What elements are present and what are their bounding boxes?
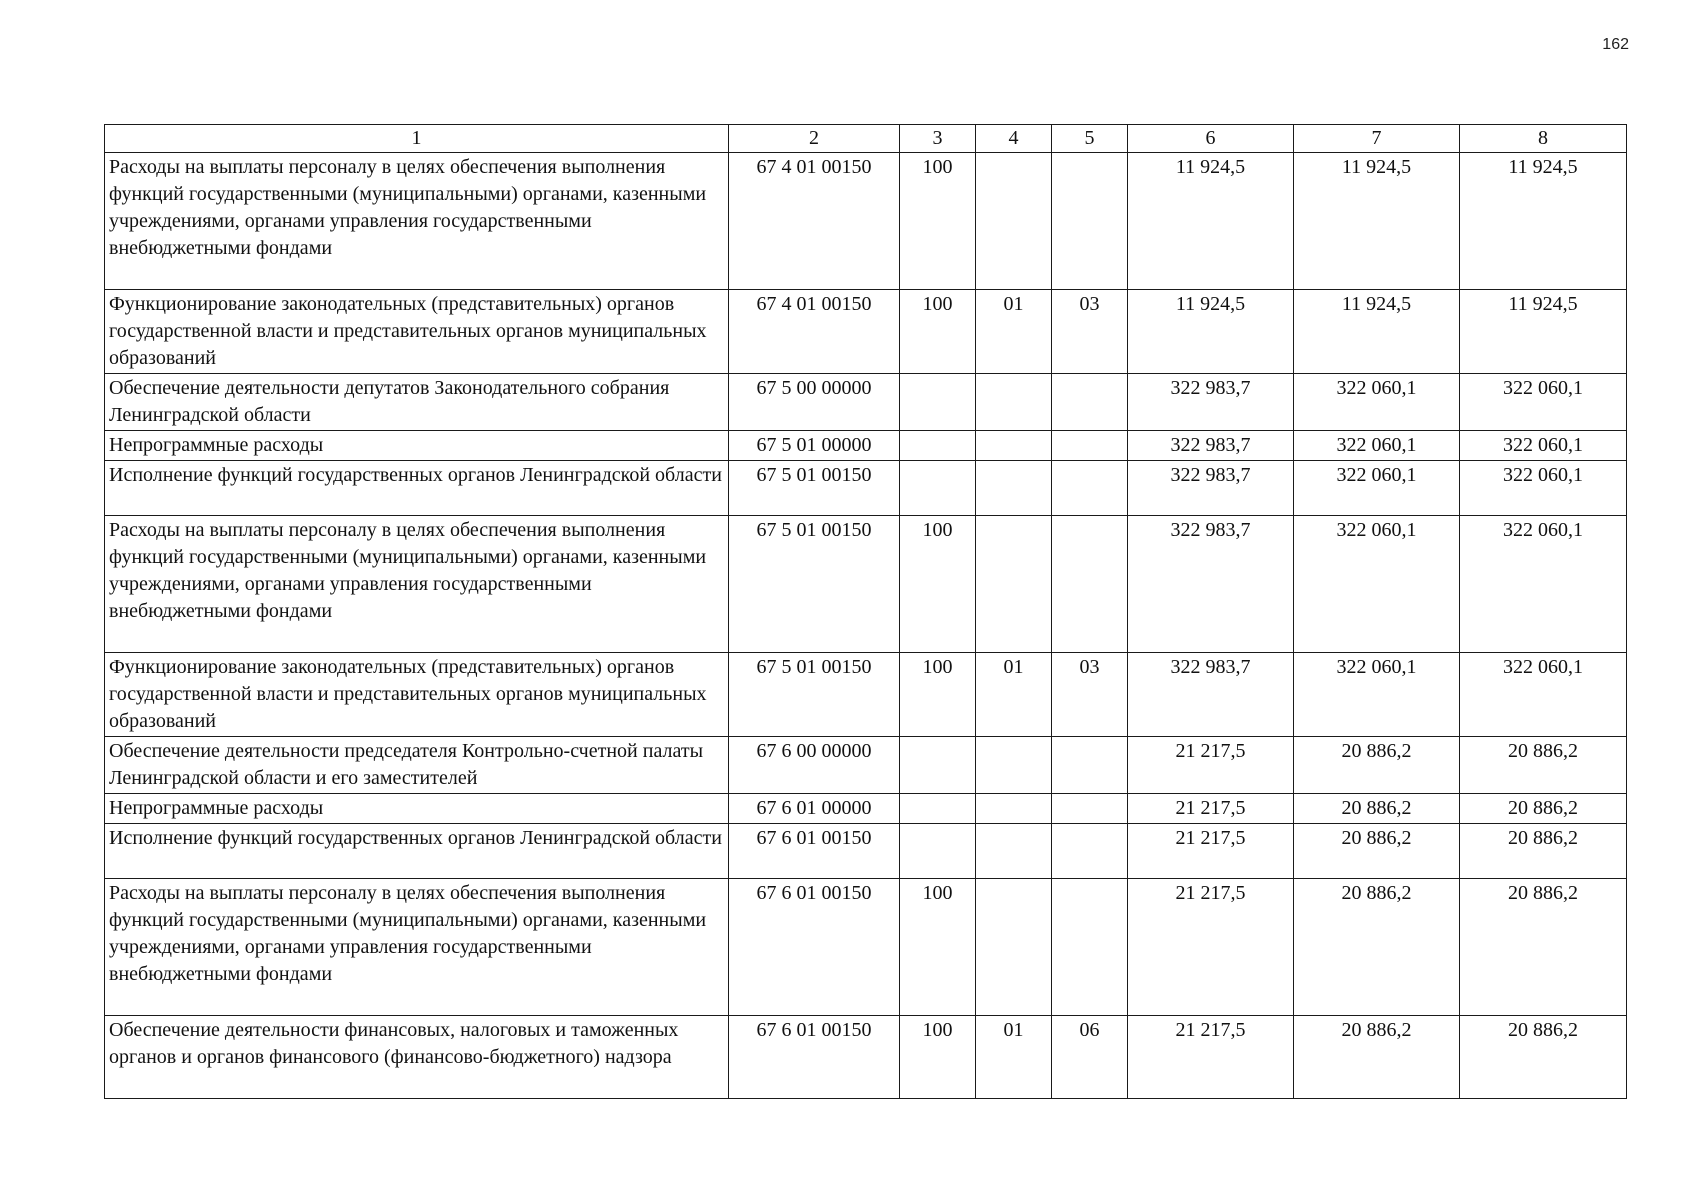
row-vr-cell <box>900 461 976 516</box>
table-row <box>105 1016 1627 1099</box>
row-vr-cell <box>900 737 976 794</box>
row-code-cell: 67 5 00 00000 <box>729 374 900 431</box>
row-name-cell: Функционирование законодательных (представительных) органов государственной власти и представительных органов муниципальных образований <box>105 653 729 737</box>
row-amount1-cell: 21 217,5 <box>1128 824 1294 879</box>
row-name-cell: Непрограммные расходы <box>105 431 729 461</box>
row-code-cell: 67 5 01 00150 <box>729 653 900 737</box>
row-rz-cell <box>976 516 1052 653</box>
row-rz-cell: 01 <box>976 653 1052 737</box>
row-pr-cell: 06 <box>1052 1016 1128 1099</box>
column-header: 1 <box>105 125 729 153</box>
row-rz-cell <box>976 153 1052 290</box>
table-row <box>105 794 1627 824</box>
row-amount3-cell: 20 886,2 <box>1460 879 1627 1016</box>
row-name-cell: Обеспечение деятельности депутатов Законодательного собрания Ленинградской области <box>105 374 729 431</box>
row-amount2-cell: 322 060,1 <box>1294 461 1460 516</box>
row-rz-cell <box>976 824 1052 879</box>
row-rz-cell <box>976 461 1052 516</box>
table-row <box>105 431 1627 461</box>
row-amount3-cell: 20 886,2 <box>1460 737 1627 794</box>
row-amount1-cell: 11 924,5 <box>1128 290 1294 374</box>
table-row <box>105 374 1627 431</box>
row-amount2-cell: 11 924,5 <box>1294 153 1460 290</box>
row-code-cell: 67 6 01 00150 <box>729 824 900 879</box>
row-amount1-cell: 322 983,7 <box>1128 374 1294 431</box>
row-name-cell: Функционирование законодательных (представительных) органов государственной власти и представительных органов муниципальных образований <box>105 290 729 374</box>
column-header: 4 <box>976 125 1052 153</box>
row-amount2-cell: 322 060,1 <box>1294 374 1460 431</box>
row-vr-cell <box>900 794 976 824</box>
row-rz-cell <box>976 879 1052 1016</box>
budget-table <box>104 124 1627 1099</box>
row-pr-cell <box>1052 516 1128 653</box>
table-body <box>105 125 1627 1099</box>
row-amount3-cell: 322 060,1 <box>1460 461 1627 516</box>
table-row <box>105 153 1627 290</box>
column-header: 5 <box>1052 125 1128 153</box>
row-vr-cell: 100 <box>900 653 976 737</box>
row-amount2-cell: 20 886,2 <box>1294 824 1460 879</box>
row-code-cell: 67 6 01 00150 <box>729 879 900 1016</box>
row-pr-cell <box>1052 374 1128 431</box>
row-vr-cell <box>900 431 976 461</box>
row-rz-cell <box>976 794 1052 824</box>
table-row <box>105 290 1627 374</box>
table-row <box>105 737 1627 794</box>
row-amount3-cell: 11 924,5 <box>1460 290 1627 374</box>
table-row <box>105 516 1627 653</box>
row-amount2-cell: 20 886,2 <box>1294 1016 1460 1099</box>
column-header: 3 <box>900 125 976 153</box>
row-name-cell: Расходы на выплаты персоналу в целях обеспечения выполнения функций государственными (муниципальными) органами, казенными учреждениями, органами управления государственными внебюджетными фондами <box>105 516 729 653</box>
table-header-row <box>105 125 1627 153</box>
row-name-cell: Исполнение функций государственных органов Ленинградской области <box>105 461 729 516</box>
row-amount3-cell: 322 060,1 <box>1460 431 1627 461</box>
page-number: 162 <box>1602 36 1629 53</box>
row-amount1-cell: 21 217,5 <box>1128 1016 1294 1099</box>
row-amount3-cell: 322 060,1 <box>1460 653 1627 737</box>
row-amount2-cell: 322 060,1 <box>1294 653 1460 737</box>
row-vr-cell: 100 <box>900 1016 976 1099</box>
row-vr-cell: 100 <box>900 153 976 290</box>
row-amount2-cell: 322 060,1 <box>1294 516 1460 653</box>
row-code-cell: 67 6 01 00000 <box>729 794 900 824</box>
row-name-cell: Обеспечение деятельности председателя Контрольно-счетной палаты Ленинградской области и его заместителей <box>105 737 729 794</box>
row-amount1-cell: 322 983,7 <box>1128 653 1294 737</box>
row-code-cell: 67 4 01 00150 <box>729 153 900 290</box>
row-amount3-cell: 20 886,2 <box>1460 794 1627 824</box>
column-header: 2 <box>729 125 900 153</box>
row-amount1-cell: 322 983,7 <box>1128 516 1294 653</box>
row-code-cell: 67 6 01 00150 <box>729 1016 900 1099</box>
table-row <box>105 879 1627 1016</box>
row-amount1-cell: 21 217,5 <box>1128 737 1294 794</box>
row-code-cell: 67 5 01 00150 <box>729 461 900 516</box>
row-amount2-cell: 11 924,5 <box>1294 290 1460 374</box>
row-vr-cell <box>900 374 976 431</box>
row-code-cell: 67 4 01 00150 <box>729 290 900 374</box>
column-header: 6 <box>1128 125 1294 153</box>
row-code-cell: 67 5 01 00000 <box>729 431 900 461</box>
row-pr-cell <box>1052 824 1128 879</box>
table-row <box>105 653 1627 737</box>
row-amount1-cell: 11 924,5 <box>1128 153 1294 290</box>
row-amount1-cell: 322 983,7 <box>1128 461 1294 516</box>
row-pr-cell <box>1052 879 1128 1016</box>
row-pr-cell <box>1052 737 1128 794</box>
row-pr-cell <box>1052 794 1128 824</box>
row-name-cell: Обеспечение деятельности финансовых, налоговых и таможенных органов и органов финансового (финансово-бюджетного) надзора <box>105 1016 729 1099</box>
row-amount2-cell: 20 886,2 <box>1294 879 1460 1016</box>
row-name-cell: Непрограммные расходы <box>105 794 729 824</box>
row-code-cell: 67 5 01 00150 <box>729 516 900 653</box>
column-header: 7 <box>1294 125 1460 153</box>
row-vr-cell: 100 <box>900 879 976 1016</box>
row-name-cell: Расходы на выплаты персоналу в целях обеспечения выполнения функций государственными (муниципальными) органами, казенными учреждениями, органами управления государственными внебюджетными фондами <box>105 153 729 290</box>
row-name-cell: Исполнение функций государственных органов Ленинградской области <box>105 824 729 879</box>
row-amount3-cell: 322 060,1 <box>1460 374 1627 431</box>
table-row <box>105 461 1627 516</box>
row-rz-cell: 01 <box>976 290 1052 374</box>
table-row <box>105 824 1627 879</box>
row-amount3-cell: 322 060,1 <box>1460 516 1627 653</box>
row-amount3-cell: 20 886,2 <box>1460 824 1627 879</box>
row-pr-cell: 03 <box>1052 653 1128 737</box>
column-header: 8 <box>1460 125 1627 153</box>
row-pr-cell <box>1052 431 1128 461</box>
row-amount1-cell: 21 217,5 <box>1128 879 1294 1016</box>
row-amount2-cell: 20 886,2 <box>1294 737 1460 794</box>
row-vr-cell: 100 <box>900 290 976 374</box>
row-amount2-cell: 20 886,2 <box>1294 794 1460 824</box>
row-rz-cell: 01 <box>976 1016 1052 1099</box>
row-amount2-cell: 322 060,1 <box>1294 431 1460 461</box>
row-amount1-cell: 21 217,5 <box>1128 794 1294 824</box>
row-vr-cell: 100 <box>900 516 976 653</box>
row-rz-cell <box>976 374 1052 431</box>
row-pr-cell <box>1052 461 1128 516</box>
row-vr-cell <box>900 824 976 879</box>
row-rz-cell <box>976 431 1052 461</box>
row-name-cell: Расходы на выплаты персоналу в целях обеспечения выполнения функций государственными (муниципальными) органами, казенными учреждениями, органами управления государственными внебюджетными фондами <box>105 879 729 1016</box>
row-amount3-cell: 11 924,5 <box>1460 153 1627 290</box>
row-rz-cell <box>976 737 1052 794</box>
row-amount1-cell: 322 983,7 <box>1128 431 1294 461</box>
row-pr-cell <box>1052 153 1128 290</box>
row-pr-cell: 03 <box>1052 290 1128 374</box>
row-amount3-cell: 20 886,2 <box>1460 1016 1627 1099</box>
row-code-cell: 67 6 00 00000 <box>729 737 900 794</box>
